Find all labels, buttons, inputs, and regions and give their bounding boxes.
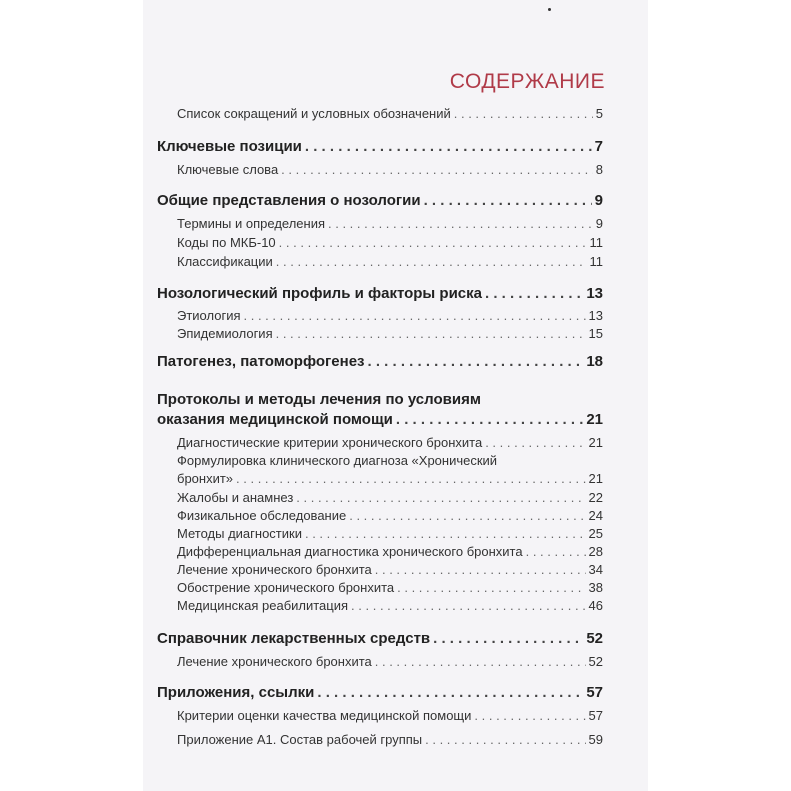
toc-entry-title: Ключевые слова — [177, 162, 279, 177]
toc-entry-page: 7 — [594, 138, 603, 155]
toc-entry-title: Жалобы и анамнез — [177, 490, 294, 505]
leader-dots — [424, 192, 592, 209]
toc-entry-rehabilitation[interactable] — [177, 598, 603, 613]
toc-entry-page: 5 — [595, 106, 603, 121]
toc-entry-title: Этиология — [177, 308, 241, 323]
leader-dots — [474, 708, 585, 723]
toc-entry-title: Методы диагностики — [177, 526, 302, 541]
toc-entry-title: Обострение хронического бронхита — [177, 580, 395, 595]
toc-entry-pathogenesis[interactable] — [157, 353, 603, 370]
leader-dots — [244, 308, 586, 323]
toc-entry-page: 59 — [588, 732, 603, 747]
toc-entry-page: 8 — [595, 162, 603, 177]
toc-entry-page: 15 — [588, 326, 603, 341]
toc-entry-page: 21 — [588, 471, 603, 486]
leader-dots — [281, 162, 593, 177]
toc-entry-icd-codes[interactable] — [177, 235, 603, 250]
toc-entry-nosology[interactable] — [157, 192, 603, 209]
toc-entry-title: Медицинская реабилитация — [177, 598, 349, 613]
toc-entry-treatment[interactable] — [177, 562, 603, 577]
toc-entry-epidemiology[interactable] — [177, 326, 603, 341]
toc-entry-page: 21 — [586, 411, 603, 428]
toc-entry-page: 46 — [588, 598, 603, 613]
toc-entry-diagnosis-wording[interactable] — [177, 471, 603, 486]
leader-dots — [397, 580, 585, 595]
leader-dots — [375, 562, 586, 577]
leader-dots — [351, 598, 585, 613]
toc-entry-diagnosis-wording-line1[interactable] — [177, 453, 603, 468]
toc-entry-title: Приложение А1. Состав рабочей группы — [177, 732, 423, 747]
toc-entry-terms[interactable] — [177, 216, 603, 231]
leader-dots — [236, 471, 586, 486]
leader-dots — [305, 138, 592, 155]
toc-entry-protocols-line1[interactable] — [157, 391, 603, 408]
toc-entry-page: 13 — [588, 308, 603, 323]
toc-entry-page: 25 — [588, 526, 603, 541]
leader-dots — [368, 353, 584, 370]
toc-entry-page: 22 — [588, 490, 603, 505]
leader-dots — [328, 216, 593, 231]
toc-heading: СОДЕРЖАНИЕ — [449, 70, 605, 93]
toc-entry-title: Список сокращений и условных обозначений — [177, 106, 451, 121]
leader-dots — [485, 435, 585, 450]
toc-entry-page: 28 — [588, 544, 603, 559]
toc-entry-diagnostic-methods[interactable] — [177, 526, 603, 541]
toc-entry-page: 38 — [588, 580, 603, 595]
toc-entry-drug-reference[interactable] — [157, 630, 603, 647]
leader-dots — [425, 732, 585, 747]
toc-entry-title: Эпидемиология — [177, 326, 273, 341]
toc-entry-page: 9 — [595, 216, 603, 231]
toc-entry-key-positions[interactable] — [157, 138, 603, 155]
toc-entry-title: оказания медицинской помощи — [157, 411, 393, 428]
toc-entry-page: 57 — [586, 684, 603, 701]
toc-entry-title: Классификации — [177, 254, 273, 269]
toc-entry-title: Лечение хронического бронхита — [177, 562, 372, 577]
toc-entry-title: Термины и определения — [177, 216, 326, 231]
toc-entry-title: Критерии оценки качества медицинской помощи — [177, 708, 472, 723]
toc-entry-title: Патогенез, патоморфогенез — [157, 353, 365, 370]
toc-entry-keywords[interactable] — [177, 162, 603, 177]
toc-entry-title: Коды по МКБ-10 — [177, 235, 276, 250]
leader-dots — [454, 106, 593, 121]
toc-entry-classifications[interactable] — [177, 254, 603, 269]
toc-entry-working-group[interactable] — [177, 732, 603, 747]
leader-dots — [485, 285, 583, 302]
toc-entry-page: 13 — [586, 285, 603, 302]
toc-entry-title: Формулировка клинического диагноза «Хронический — [177, 453, 498, 468]
toc-entry-page: 52 — [588, 654, 603, 669]
toc-entry-title: Приложения, ссылки — [157, 684, 315, 701]
toc-entry-title: Общие представления о нозологии — [157, 192, 421, 209]
toc-entry-title: Справочник лекарственных средств — [157, 630, 431, 647]
toc-entry-diagnostic-criteria[interactable] — [177, 435, 603, 450]
leader-dots — [375, 654, 586, 669]
toc-entry-page: 9 — [594, 192, 603, 209]
toc-entry-page: 52 — [586, 630, 603, 647]
toc-entry-risk-profile[interactable] — [157, 285, 603, 302]
leader-dots — [317, 684, 583, 701]
toc-entry-page: 24 — [588, 508, 603, 523]
toc-entry-etiology[interactable] — [177, 308, 603, 323]
toc-entry-page: 11 — [589, 235, 603, 250]
toc-entry-differential-diagnosis[interactable] — [177, 544, 603, 559]
leader-dots — [305, 526, 586, 541]
leader-dots — [526, 544, 586, 559]
leader-dots — [396, 411, 583, 428]
toc-entry-appendices[interactable] — [157, 684, 603, 701]
toc-entry-physical-exam[interactable] — [177, 508, 603, 523]
leader-dots — [433, 630, 583, 647]
toc-entry-protocols[interactable] — [157, 411, 603, 428]
toc-entry-page: 57 — [588, 708, 603, 723]
toc-entry-exacerbation[interactable] — [177, 580, 603, 595]
toc-entry-title: Физикальное обследование — [177, 508, 347, 523]
toc-entry-page: 21 — [588, 435, 603, 450]
toc-entry-title: Дифференциальная диагностика хронического бронхита — [177, 544, 523, 559]
leader-dots — [349, 508, 585, 523]
toc-entry-title: Лечение хронического бронхита — [177, 654, 372, 669]
toc-entry-complaints[interactable] — [177, 490, 603, 505]
leader-dots — [279, 235, 587, 250]
toc-entry-page: 18 — [586, 353, 603, 370]
leader-dots — [276, 326, 586, 341]
leader-dots — [296, 490, 585, 505]
toc-entry-title: Протоколы и методы лечения по условиям — [157, 391, 481, 408]
toc-entry-abbreviations[interactable] — [177, 106, 603, 121]
toc-entry-title: Диагностические критерии хронического бронхита — [177, 435, 483, 450]
toc-entry-title: Ключевые позиции — [157, 138, 302, 155]
toc-entry-drug-treatment[interactable] — [177, 654, 603, 669]
toc-entry-title: бронхит» — [177, 471, 234, 486]
leader-dots — [276, 254, 587, 269]
toc-entry-title: Нозологический профиль и факторы риска — [157, 285, 482, 302]
toc-entry-page: 34 — [588, 562, 603, 577]
toc-entry-quality-criteria[interactable] — [177, 708, 603, 723]
toc-entry-page: 11 — [589, 254, 603, 269]
